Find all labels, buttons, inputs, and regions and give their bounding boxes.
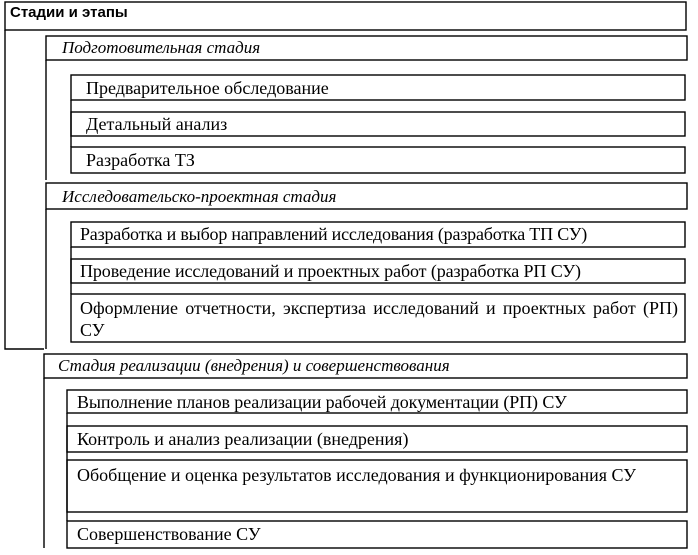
stage-3-step-2: Контроль и анализ реализации (внедрения) bbox=[77, 429, 409, 449]
stage-3-step-1: Выполнение планов реализации рабочей документации (РП) СУ bbox=[77, 392, 567, 412]
stage-1-title: Подготовительная стадия bbox=[62, 38, 261, 57]
stage-2-step-3: Оформление отчетности, экспертиза исследований и проектных работ (РП) СУ bbox=[80, 298, 678, 340]
stage-3-step-4: Совершенствование СУ bbox=[77, 524, 261, 544]
stage-2-step-2: Проведение исследований и проектных работ (разработка РП СУ) bbox=[80, 261, 581, 281]
stage-2-title: Исследовательско-проектная стадия bbox=[62, 187, 337, 206]
stage-2-step-1: Разработка и выбор направлений исследования (разработка ТП СУ) bbox=[80, 224, 588, 244]
stage-1-step-3: Разработка ТЗ bbox=[86, 150, 195, 170]
root-frame bbox=[5, 30, 44, 349]
stage-3-step-3: Обобщение и оценка результатов исследования и функционирования СУ bbox=[77, 465, 637, 485]
root-title: Стадии и этапы bbox=[10, 4, 128, 21]
stage-3-title: Стадия реализации (внедрения) и совершенствования bbox=[58, 356, 450, 375]
stage-1-step-1: Предварительное обследование bbox=[86, 78, 329, 98]
stage-1-step-2: Детальный анализ bbox=[86, 114, 228, 134]
